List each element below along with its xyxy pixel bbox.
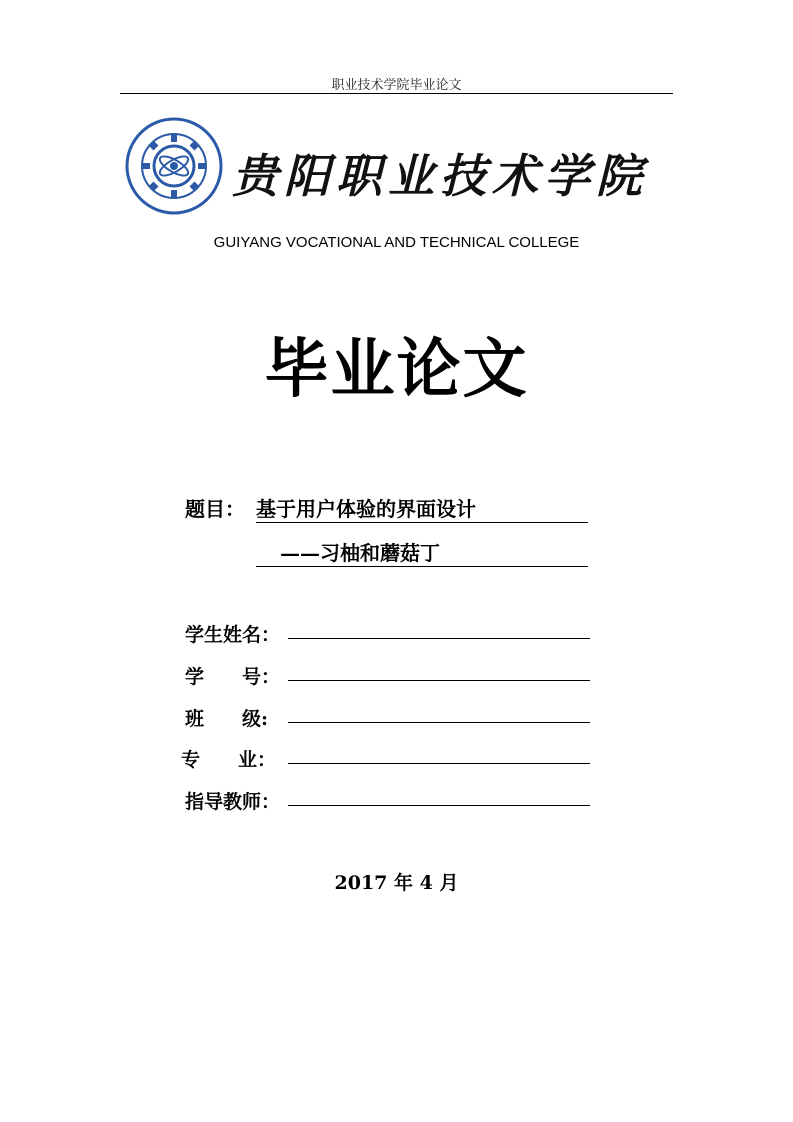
advisor-field[interactable]	[288, 805, 590, 806]
advisor-label: 指导教师：	[185, 791, 281, 813]
topic-underline-1	[256, 522, 588, 523]
class-label: 班 级:	[185, 708, 269, 730]
student-name-label: 学生姓名：	[185, 624, 281, 646]
header-rule	[120, 93, 673, 94]
topic-label: 题目：	[185, 497, 245, 521]
student-id-label: 学 号：	[185, 666, 281, 688]
major-label: 专 业：	[181, 749, 277, 771]
student-name-field[interactable]	[288, 638, 590, 639]
college-english-name: GUIYANG VOCATIONAL AND TECHNICAL COLLEGE	[213, 234, 580, 251]
college-logotype: 贵阳职业技术学院	[232, 149, 648, 203]
major-field[interactable]	[288, 763, 590, 764]
submission-date: 2017 年 4 月	[334, 872, 459, 894]
class-field[interactable]	[288, 722, 590, 723]
topic-underline-2	[256, 566, 588, 567]
page-title: 毕业论文	[264, 332, 529, 407]
student-id-field[interactable]	[288, 680, 590, 681]
college-seal-icon	[124, 116, 224, 216]
running-header: 职业技术学院毕业论文	[331, 78, 462, 93]
topic-line-1: 基于用户体验的界面设计	[256, 497, 476, 521]
topic-line-2: ——习柚和蘑菇丁	[280, 541, 440, 565]
